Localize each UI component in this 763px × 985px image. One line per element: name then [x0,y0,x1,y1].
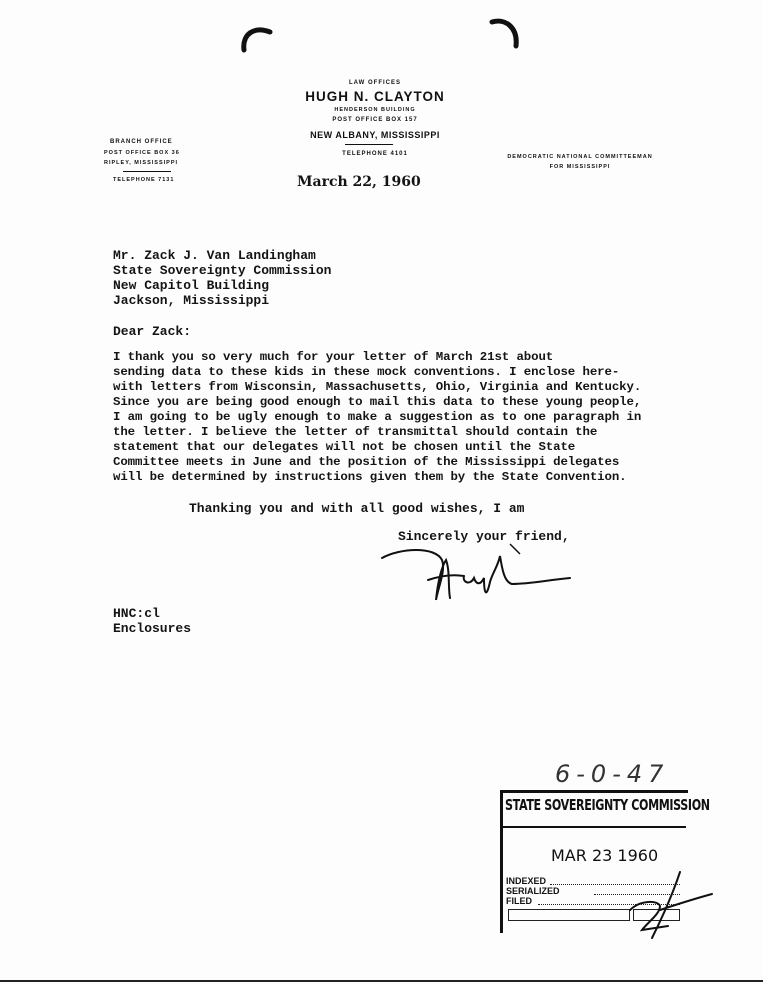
closing-thanks: Thanking you and with all good wishes, I am [189,501,525,516]
salutation: Dear Zack: [113,324,192,339]
letterhead-rule [345,144,393,145]
initials: HNC:cl [113,606,160,621]
stamp-handwriting [620,870,720,940]
recipient-city: Jackson, Mississippi [113,293,270,308]
stamp-label-serialized: SERIALIZED [506,886,560,896]
branch-telephone: TELEPHONE 7131 [113,177,175,183]
body-line: the letter. I believe the letter of transmittal should contain the [113,425,598,439]
branch-rule [123,171,171,172]
branch-title: BRANCH OFFICE [110,139,173,145]
firm-name: HUGH N. CLAYTON [305,89,445,104]
stamp-label-filed: FILED [506,896,532,906]
recipient-name: Mr. Zack J. Van Landingham [113,248,316,263]
stamp-date: MAR 23 1960 [551,846,659,865]
stamp-box [508,909,630,921]
punch-hole-right [488,16,522,50]
city-line: NEW ALBANY, MISSISSIPPI [310,130,440,140]
body-line: I am going to be ugly enough to make a suggestion as to one paragraph in [113,410,642,424]
recipient-building: New Capitol Building [113,278,270,293]
stamp-rule [503,826,686,828]
body-line: with letters from Wisconsin, Massachusetts, Ohio, Virginia and Kentucky. [113,380,642,394]
signature [380,540,580,605]
enclosures: Enclosures [113,621,192,636]
po-box-line: POST OFFICE BOX 157 [332,117,418,123]
handwritten-file-number: 6-0-47 [555,760,670,788]
stamp-title: STATE SOVEREIGNTY COMMISSION [505,796,710,814]
recipient-org: State Sovereignty Commission [113,263,332,278]
closing: Sincerely your friend, [398,529,570,544]
committee-line-2: FOR MISSISSIPPI [549,164,611,170]
telephone-line: TELEPHONE 4101 [342,151,408,157]
committee-line-1: DEMOCRATIC NATIONAL COMMITTEEMAN [507,154,653,160]
body-line: sending data to these kids in these mock conventions. I enclose here- [113,365,620,379]
page-edge-rule [0,980,763,982]
branch-po-box: POST OFFICE BOX 36 [104,150,180,156]
body-line: Committee meets in June and the position of the Mississippi delegates [113,455,620,469]
body-line: statement that our delegates will not be chosen until the State [113,440,576,454]
body-line: will be determined by instructions given them by the State Convention. [113,470,627,484]
punch-hole-left [240,24,274,54]
body-line: I thank you so very much for your letter of March 21st about [113,350,554,364]
letter-date: March 22, 1960 [297,174,421,190]
stamp-label-indexed: INDEXED [506,876,547,886]
branch-city: RIPLEY, MISSISSIPPI [104,160,179,166]
firm-label: LAW OFFICES [349,80,401,86]
building-line: HENDERSON BUILDING [334,107,416,113]
body-line: Since you are being good enough to mail this data to these young people, [113,395,642,409]
